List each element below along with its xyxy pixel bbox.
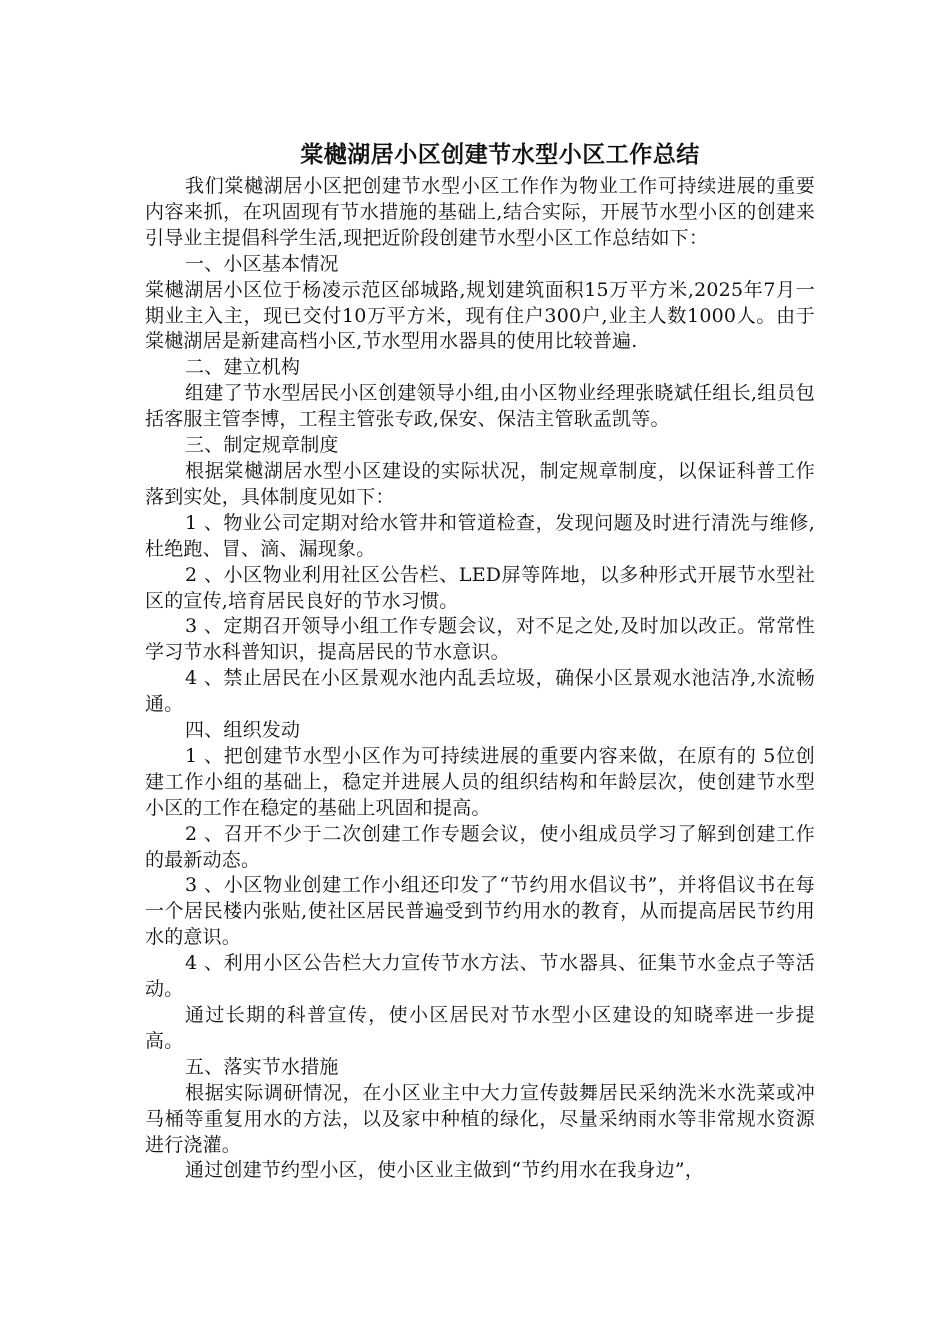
paragraph: 1 、把创建节水型小区作为可持续进展的重要内容来做，在原有的 5位创建工作小组的基础上，稳定并进展人员的组织结构和年龄层次，使创建节水型小区的工作在稳定的基础上巩固和提高。 <box>145 744 815 819</box>
paragraph: 通过创建节约型小区，使小区业主做到“节约用水在我身边”， <box>185 1159 705 1182</box>
paragraph: 组建了节水型居民小区创建领导小组,由小区物业经理张晓斌任组长,组员包括客服主管李博，工程主管张专政,保安、保洁主管耿孟凯等。 <box>145 382 815 431</box>
paragraph: 1 、物业公司定期对给水管井和管道检查，发现问题及时进行清洗与维修,杜绝跑、冒、滴、漏现象。 <box>145 511 815 560</box>
paragraph: 4 、禁止居民在小区景观水池内乱丢垃圾，确保小区景观水池洁净,水流畅通。 <box>145 667 815 716</box>
paragraph: 根据棠樾湖居水型小区建设的实际状况，制定规章制度，以保证科普工作落到实处，具体制度见如下： <box>145 459 815 508</box>
document-title: 棠樾湖居小区创建节水型小区工作总结 <box>300 141 700 168</box>
document-page <box>145 138 815 1184</box>
paragraph: 二、建立机构 <box>185 356 301 379</box>
paragraph: 棠樾湖居小区位于杨凌示范区邰城路,规划建筑面积15万平方米,2025年7月一期业主入主，现已交付10万平方米，现有住户300户,业主人数1000人。由于棠樾湖居是新建高档小区,节水型用水器具的使用比较普遍. <box>145 278 815 353</box>
paragraph: 通过长期的科普宣传，使小区居民对节水型小区建设的知晓率进一步提高。 <box>145 1004 815 1052</box>
paragraph: 三、制定规章制度 <box>185 434 339 457</box>
paragraph: 4 、利用小区公告栏大力宣传节水方法、节水器具、征集节水金点子等活动。 <box>145 952 815 1001</box>
document-body <box>145 174 815 1184</box>
paragraph: 根据实际调研情况，在小区业主中大力宣传鼓舞居民采纳洗米水洗菜或冲马桶等重复用水的方法，以及家中种植的绿化，尽量采纳雨水等非常规水资源进行浇灌。 <box>145 1081 815 1156</box>
paragraph: 四、组织发动 <box>185 719 301 742</box>
paragraph: 我们棠樾湖居小区把创建节水型小区工作作为物业工作可持续进展的重要内容来抓，在巩固现有节水措施的基础上,结合实际，开展节水型小区的创建来引导业主提倡科学生活,现把近阶段创建节水型小区工作总结如下： <box>145 175 815 249</box>
paragraph: 2 、召开不少于二次创建工作专题会议，使小组成员学习了解到创建工作的最新动态。 <box>145 822 815 871</box>
paragraph: 五、落实节水措施 <box>185 1055 339 1078</box>
paragraph: 3 、小区物业创建工作小组还印发了“节约用水倡议书”，并将倡议书在每一个居民楼内张贴,使社区居民普遍受到节约用水的教育，从而提高居民节约用水的意识。 <box>145 874 815 949</box>
paragraph: 一、小区基本情况 <box>185 252 339 275</box>
paragraph: 2 、小区物业利用社区公告栏、LED屏等阵地，以多种形式开展节水型社区的宣传,培育居民良好的节水习惯。 <box>145 563 815 612</box>
paragraph: 3 、定期召开领导小组工作专题会议，对不足之处,及时加以改正。常常性学习节水科普知识，提高居民的节水意识。 <box>145 615 815 664</box>
